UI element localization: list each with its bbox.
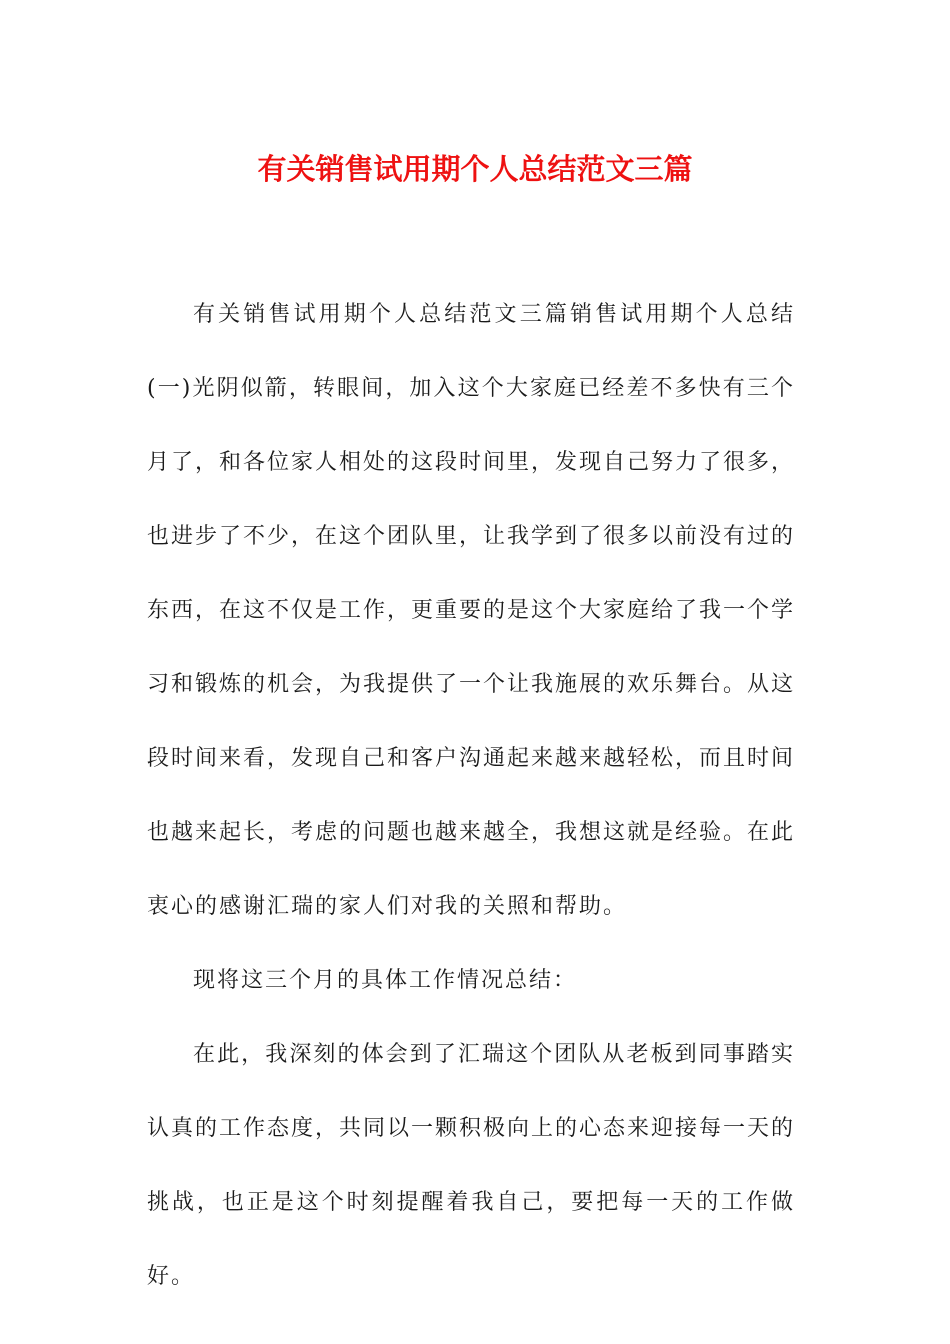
- paragraph-intro: 有关销售试用期个人总结范文三篇销售试用期个人总结(一)光阴似箭，转眼间，加入这个大家庭已经差不多快有三个月了，和各位家人相处的这段时间里，发现自己努力了很多，也进步了不少，在这个团队里，让我学到了很多以前没有过的东西，在这不仅是工作，更重要的是这个大家庭给了我一个学习和锻炼的机会，为我提供了一个让我施展的欢乐舞台。从这段时间来看，发现自己和客户沟通起来越来越轻松，而且时间也越来起长，考虑的问题也越来越全，我想这就是经验。在此衷心的感谢汇瑞的家人们对我的关照和帮助。: [147, 302, 796, 919]
- paragraph-team-attitude: 在此，我深刻的体会到了汇瑞这个团队从老板到同事踏实认真的工作态度，共同以一颗积极向上的心态来迎接每一天的挑战，也正是这个时刻提醒着我自己，要把每一天的工作做好。: [147, 1042, 796, 1289]
- document-body: [147, 278, 795, 1314]
- paragraph-summary-lead: 现将这三个月的具体工作情况总结：: [193, 968, 578, 993]
- document-title: 有关销售试用期个人总结范文三篇: [257, 152, 693, 186]
